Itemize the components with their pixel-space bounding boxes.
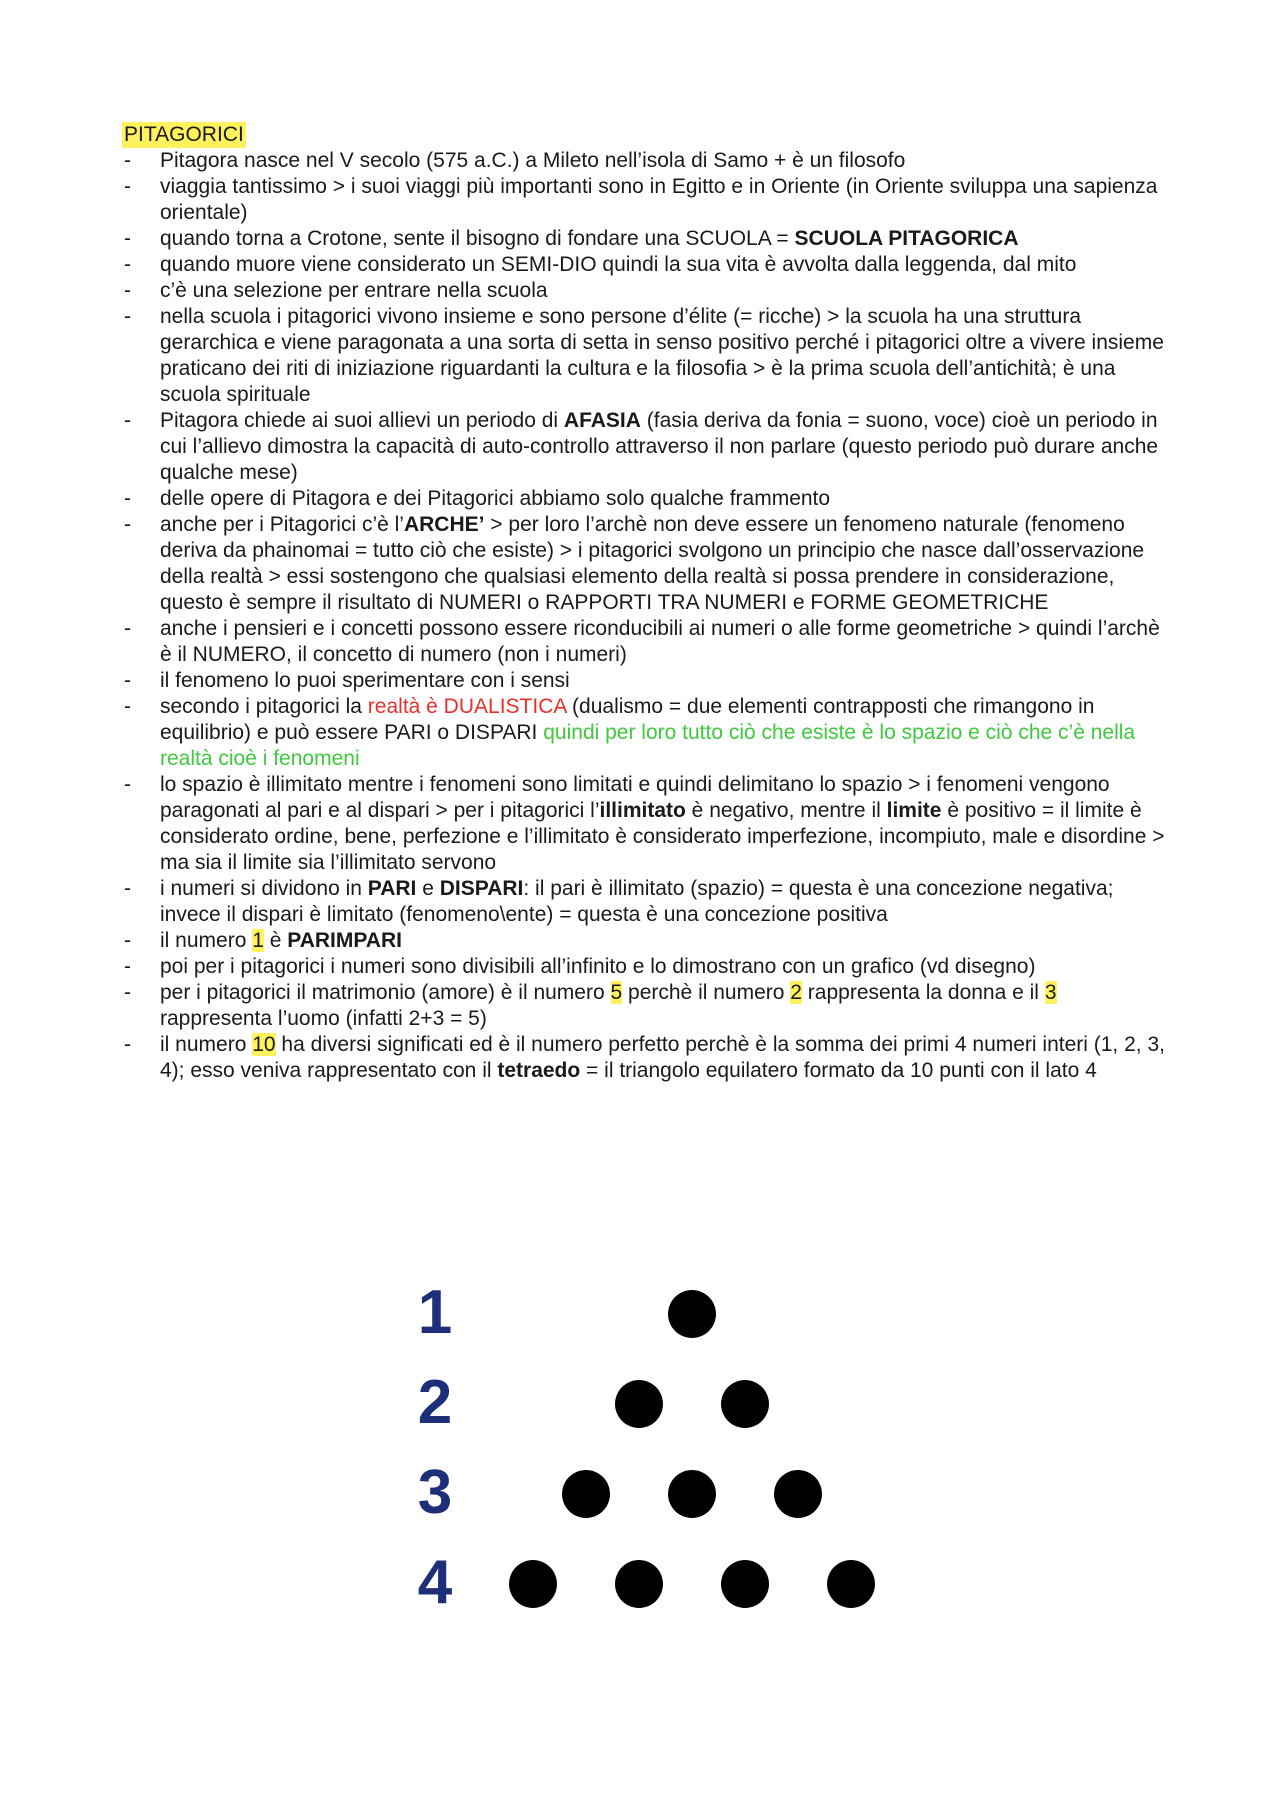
highlighted-number: 3 bbox=[1044, 981, 1057, 1004]
tetractys-dot bbox=[668, 1290, 716, 1338]
red-text: realtà è DUALISTICA bbox=[367, 695, 567, 718]
tetractys-dot bbox=[615, 1380, 663, 1428]
list-item: - secondo i pitagorici la realtà è DUALISTICA (dualismo = due elementi contrapposti che rimangono in equilibrio) e può essere PARI o DISPARI quindi per loro tutto ciò che esiste è lo spazio e ciò che c’è nella realtà cioè i fenomeni bbox=[124, 695, 1136, 770]
list-item: - il fenomeno lo puoi sperimentare con i sensi bbox=[124, 669, 570, 692]
list-item: - anche per i Pitagorici c’è l’ARCHE’ > per loro l’archè non deve essere un fenomeno naturale (fenomeno deriva da phainomai = tutto ciò che esiste) > i pitagorici svolgono un principio che nasce dall’osservazione della realtà > essi sostengono che qualsiasi elemento della realtà si possa prendere in considerazione, questo è sempre il risultato di NUMERI o RAPPORTI TRA NUMERI e FORME GEOMETRICHE bbox=[124, 513, 1145, 614]
list-item: - il numero 1 è PARIMPARI bbox=[124, 929, 402, 952]
bold-term: ARCHE’ bbox=[403, 513, 485, 536]
list-item: - Pitagora chiede ai suoi allievi un periodo di AFASIA (fasia deriva da fonia = suono, voce) cioè un periodo in cui l’allievo dimostra la capacità di auto-controllo attraverso il non parlare (questo periodo può durare anche qualche mese) bbox=[124, 409, 1159, 484]
tetractys-dot bbox=[827, 1560, 875, 1608]
list-item: - nella scuola i pitagorici vivono insieme e sono persone d’élite (= ricche) > la scuola ha una struttura gerarchica e viene paragonata a una sorta di setta in senso positivo perché i pitagorici oltre a vivere insieme praticano dei riti di iniziazione riguardanti la cultura e la filosofia > è la prima scuola dell’antichità; è una scuola spirituale bbox=[124, 305, 1164, 406]
bold-term: AFASIA bbox=[563, 409, 641, 432]
notes-list bbox=[122, 148, 1167, 1084]
highlighted-number: 1 bbox=[252, 929, 264, 952]
tetractys-dot bbox=[562, 1470, 610, 1518]
tetractys-dot bbox=[774, 1470, 822, 1518]
tetractys-dot bbox=[668, 1470, 716, 1518]
list-item: - i numeri si dividono in PARI e DISPARI: il pari è illimitato (spazio) = questa è una concezione negativa; invece il dispari è limitato (fenomeno\ente) = questa è una concezione positiva bbox=[124, 877, 1114, 926]
bold-term: tetraedo bbox=[497, 1059, 581, 1082]
list-item: - Pitagora nasce nel V secolo (575 a.C.) a Mileto nell’isola di Samo + è un filosofo bbox=[124, 149, 906, 172]
highlighted-number: 10 bbox=[252, 1033, 276, 1056]
row-number-label: 2 bbox=[417, 1368, 453, 1437]
bold-term: DISPARI bbox=[439, 877, 524, 900]
tetractys-dot bbox=[509, 1560, 557, 1608]
highlighted-number: 5 bbox=[610, 981, 623, 1004]
list-item: - lo spazio è illimitato mentre i fenomeni sono limitati e quindi delimitano lo spazio > i fenomeni vengono paragonati al pari e al dispari > per i pitagorici l’illimitato è negativo, mentre il limite è positivo = il limite è considerato ordine, bene, perfezione e l’illimitato è considerato imperfezione, incompiuto, male e disordine > ma sia il limite sia l’illimitato servono bbox=[124, 773, 1165, 874]
document-page bbox=[122, 122, 1167, 1084]
list-item: - quando muore viene considerato un SEMI-DIO quindi la sua vita è avvolta dalla leggenda, dal mito bbox=[124, 253, 1077, 276]
tetractys-dot bbox=[721, 1560, 769, 1608]
list-item: - viaggia tantissimo > i suoi viaggi più importanti sono in Egitto e in Oriente (in Oriente sviluppa una sapienza orientale) bbox=[124, 175, 1158, 224]
list-item: - per i pitagorici il matrimonio (amore) è il numero 5 perchè il numero 2 rappresenta la donna e il 3 rappresenta l’uomo (infatti 2+3 = 5) bbox=[124, 981, 1057, 1030]
list-item: - il numero 10 ha diversi significati ed è il numero perfetto perchè è la somma dei primi 4 numeri interi (1, 2, 3, 4); esso veniva rappresentato con il tetraedo = il triangolo equilatero formato da 10 punti con il lato 4 bbox=[124, 1033, 1165, 1082]
bold-term: SCUOLA PITAGORICA bbox=[794, 227, 1019, 250]
list-item: - delle opere di Pitagora e dei Pitagorici abbiamo solo qualche frammento bbox=[124, 487, 831, 510]
bold-term: PARIMPARI bbox=[287, 929, 402, 952]
row-number-label: 4 bbox=[417, 1548, 453, 1617]
page-title: PITAGORICI bbox=[124, 123, 244, 146]
tetractys-figure bbox=[410, 1278, 910, 1670]
bold-term: limite bbox=[886, 799, 942, 822]
green-text: quindi per loro tutto ciò che esiste è lo spazio e ciò che c’è nella realtà cioè i fenomeni bbox=[160, 721, 1136, 770]
list-item: - anche i pensieri e i concetti possono essere riconducibili ai numeri o alle forme geometriche > quindi l’archè è il NUMERO, il concetto di numero (non i numeri) bbox=[124, 617, 1160, 666]
bold-term: PARI bbox=[367, 877, 417, 900]
tetractys-dot bbox=[615, 1560, 663, 1608]
row-number-label: 3 bbox=[417, 1458, 453, 1527]
list-item: - c’è una selezione per entrare nella scuola bbox=[124, 279, 548, 302]
tetractys-dot bbox=[721, 1380, 769, 1428]
row-number-label: 1 bbox=[417, 1278, 453, 1347]
list-item: - poi per i pitagorici i numeri sono divisibili all’infinito e lo dimostrano con un grafico (vd disegno) bbox=[124, 955, 1036, 978]
list-item: - quando torna a Crotone, sente il bisogno di fondare una SCUOLA = SCUOLA PITAGORICA bbox=[124, 227, 1019, 250]
highlighted-number: 2 bbox=[790, 981, 802, 1004]
bold-term: illimitato bbox=[599, 799, 686, 822]
